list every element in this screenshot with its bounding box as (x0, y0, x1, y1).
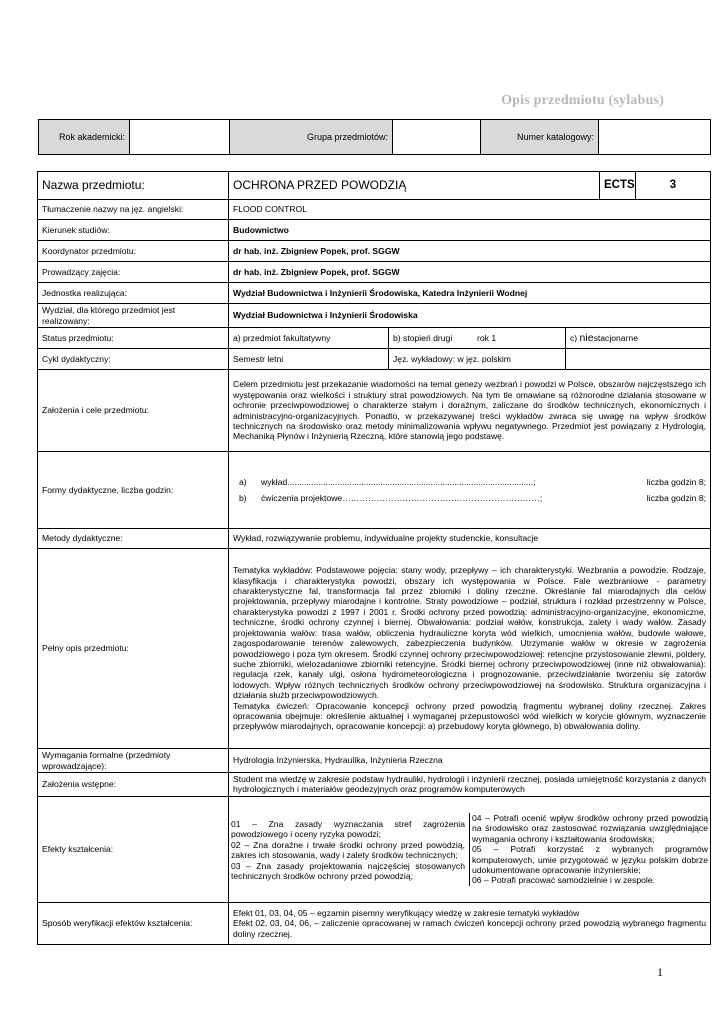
formy-item-hours: liczba godzin 8; (646, 492, 706, 503)
status-c-prefix: c) (570, 332, 580, 343)
jednostka-label: Jednostka realizująca: (38, 283, 229, 304)
tlumaczenie-label: Tłumaczenie nazwy na jęz. angielski: (38, 200, 229, 220)
status-rok: rok 1 (477, 332, 497, 343)
status-stacjonarne-cell (566, 328, 711, 349)
numer-katalogowy-value (599, 120, 711, 155)
efekty-right (470, 813, 711, 886)
grupa-przedmiotow-value (393, 120, 481, 155)
formy-item-name: ćwiczenia projektowe (261, 492, 343, 503)
cykl-semestr: Semestr letni (229, 349, 389, 370)
efekt-05: 05 – Potrafi korzystać z wybranych programów komputerowych, umie przygotować w języku polskim dobrze udokumentowane opracowanie inżynierskie; (472, 844, 708, 875)
wstepne-label: Założenia wstępne: (38, 773, 229, 797)
tlumaczenie-value: FLOOD CONTROL (229, 200, 711, 220)
wstepne-value: Student ma wiedzę w zakresie podstaw hydrauliki, hydrologii i inżynierii rzecznej, posiada umiejętność korzystania z danych hydrologicznych i materiałów geodezyjnych oraz programów komputerowych (229, 773, 711, 797)
cykl-label: Cykl dydaktyczny: (38, 349, 229, 370)
formy-item-name: wykład (261, 477, 288, 488)
nazwa-value: OCHRONA PRZED POWODZIĄ (229, 172, 600, 200)
page-number: 1 (657, 965, 663, 979)
formy-item-wyklad (239, 477, 706, 487)
ects-label: ECTS (600, 172, 636, 200)
weryfikacja-cell (229, 902, 711, 944)
header-table (38, 119, 711, 155)
rok-akademicki-value (130, 120, 230, 155)
efekty-table (229, 813, 710, 886)
formy-item-key: a) (239, 477, 247, 488)
efekty-label: Efekty kształcenia: (38, 796, 229, 902)
status-c-rest: stacjonarne (593, 332, 638, 343)
cykl-jezyk: Jęz. wykładowy: w jęz. polskim (389, 349, 566, 370)
metody-label: Metody dydaktyczne: (38, 529, 229, 549)
formy-label: Formy dydaktyczne, liczba godzin: (38, 452, 229, 529)
cykl-empty (566, 349, 711, 370)
formy-item-hours: liczba godzin 8; (646, 477, 706, 488)
efekty-cell (229, 796, 711, 902)
wydzial-label: Wydział, dla którego przedmiot jest realizowany: (38, 304, 229, 328)
formy-list (239, 477, 706, 503)
efekt-01: 01 – Zna zasady wyznaczania stref zagrożenia powodziowego i oceny ryzyka powodzi; (231, 818, 465, 840)
pelny-opis-label: Pełny opis przedmiotu: (38, 549, 229, 749)
weryfikacja-line1: Efekt 01, 03, 04, 05 – egzamin pisemny weryfikujący wiedzę w zakresie tematyki wykładów (233, 907, 580, 918)
wymagania-value: Hydrologia Inżynierska, Hydraulika, Inżynieria Rzeczna (229, 749, 711, 773)
grupa-przedmiotow-label: Grupa przedmiotów: (230, 120, 393, 155)
status-fakultatywny: a) przedmiot fakultatywny (229, 328, 389, 349)
efekty-left (229, 813, 470, 886)
efekt-04: 04 – Potrafi ocenić wpływ środków ochrony przed powodzią na środowisko oraz zastosować rozwiązania uwzględniające wymagania ochrony i kształtowania środowiska; (472, 812, 708, 844)
kierunek-label: Kierunek studiów: (38, 220, 229, 241)
formy-item-cwiczenia (239, 493, 706, 503)
status-c-nie: nie (579, 331, 594, 344)
wydzial-value: Wydział Budownictwa i Inżynierii Środowiska (229, 304, 711, 328)
kierunek-value: Budownictwo (229, 220, 711, 241)
prowadzacy-value: dr hab. inż. Zbigniew Popek, prof. SGGW (229, 262, 711, 283)
efekt-03: 03 – Zna zasady projektowania najczęściej stosowanych technicznych środków ochrony przed powodzią; (231, 860, 465, 881)
efekt-02: 02 – Zna doraźne i trwałe środki ochrony przed powodzią, zakres ich stosowania, wady i zalety środków technicznych; (231, 839, 465, 861)
prowadzacy-label: Prowadzący zajęcia: (38, 262, 229, 283)
status-stopien: b) stopień drugi (393, 332, 453, 343)
status-stopien-cell (389, 328, 566, 349)
document-title: Opis przedmiotu (sylabus) (501, 93, 664, 108)
metody-value: Wykład, rozwiązywanie problemu, indywidualne projekty studenckie, konsultacje (229, 529, 711, 549)
zalozenia-value: Celem przedmiotu jest przekazanie wiadomości na temat genezy wezbrań i powodzi w Polsce, obszarów najczęstszego ich występowania oraz wielkości i struktury strat powodziowych. Na tym tle omawiane są różnorodne działania stosowane w ochronie przeciwpowodziowej o charakterze stałym i doraźnym, zaliczane do środków technicznych, ekonomicznych i administracyjno-organizacyjnych. Ponadto, w przekazywanej treści wykładów zwraca się uwagę na wpływ środków technicznych na środowisko oraz metody minimalizowania wpływu negatywnego. Przedmiot jest powiązany z Hydrologią, Mechaniką Płynów i Inżynierią Rzeczną, które stanowią jego podstawę. (229, 370, 711, 452)
formy-item-dots: .......................................................................................................; (287, 477, 536, 488)
efekt-06: 06 – Potrafi pracować samodzielnie i w zespole. (472, 875, 655, 886)
formy-item-dots: ……………………………………………………………; (342, 492, 543, 503)
syllabus-table (37, 171, 711, 945)
jednostka-value: Wydział Budownictwa i Inżynierii Środowiska, Katedra Inżynierii Wodnej (229, 283, 711, 304)
koordynator-label: Koordynator przedmiotu: (38, 241, 229, 262)
rok-akademicki-label: Rok akademicki: (39, 120, 130, 155)
pelny-opis-cell (229, 549, 711, 749)
pelny-opis-wyklady: Tematyka wykładów: Podstawowe pojęcia: stany wody, przepływy – ich charakterystyki. Wezbrania a powodzie. Rodzaje, klasyfikacja i charakterystyka powodzi, obszary ich występowania w Polsce. Fale wezbraniowe - parametry charakterystyczne fal, transformacja fal przez zbiorniki i doliny rzeczne. Określanie fal miarodajnych dla celów projektowania, przepływy miarodajne i kontrolne. Straty powodziowe – podział, struktura i rozkład przestrzenny w Polsce, charakterystyka powodzi z 1997 i 2001 r. Środki ochrony przed powodzią: administracyjno-organizacyjne, ekonomiczne, techniczne, środki ochrony czynnej i biernej. Obwałowania: podział wałów, konstrukcja, zalety i wady wałów. Zasady projektowania wałów: trasa wałów, obliczenia hydrauliczne koryta wód wielkich, umocnienia wałów, budowle wałowe, zagospodarowanie terenów zalewowych, zabezpieczenia budynków. Utrzymanie wałów w okresie w zagrożenia powodziowego i poza tym okresem. Środki czynnej ochrony przeciwpowodziowej: retencjne przystosowanie zlewni, poldery, suche zbiorniki, wielozadaniowe zbiorniki retencyjne. Środki biernej ochrony przeciwpowodziowej (inne niż obwałowania): regulacja rzek, kanały ulgi, osłona hydrometeorologiczna i prognozowanie, przeciwdziałanie tworzeniu się zatorów lodowych. Wpływ różnych technicznych środków ochrony przeciwpowodziowej na środowisko. Struktura organizacyjna i działania służb przeciwpowodziowych. (233, 565, 706, 701)
numer-katalogowy-label: Numer katalogowy: (481, 120, 599, 155)
status-label: Status przedmiotu: (38, 328, 229, 349)
zalozenia-label: Założenia i cele przedmiotu: (38, 370, 229, 452)
ects-value: 3 (636, 172, 711, 200)
formy-cell (229, 452, 711, 529)
nazwa-label: Nazwa przedmiotu: (38, 172, 229, 200)
formy-item-key: b) (239, 492, 247, 503)
koordynator-value: dr hab. inż. Zbigniew Popek, prof. SGGW (229, 241, 711, 262)
pelny-opis-cwiczenia: Tematyka ćwiczeń: Opracowanie koncepcji ochrony przed powodzią fragmentu wybranej doliny rzecznej. Zakres opracowania obejmuje: określenie aktualnej i wymaganej przepustowości wód wielkich w korycie głównym, wyznaczenie przepływów miarodajnych, opracowanie koncepcji: a) przebudowy koryta głównego, b) obwałowania doliny. (233, 700, 706, 732)
weryfikacja-label: Sposób weryfikacji efektów kształcenia: (38, 902, 229, 944)
wymagania-label: Wymagania formalne (przedmioty wprowadzające): (38, 749, 229, 773)
weryfikacja-line2: Efekt 02, 03, 04, 06, – zaliczenie opracowanej w ramach ćwiczeń koncepcji ochrony przed powodzią wybranego fragmentu doliny rzecznej. (233, 918, 706, 939)
